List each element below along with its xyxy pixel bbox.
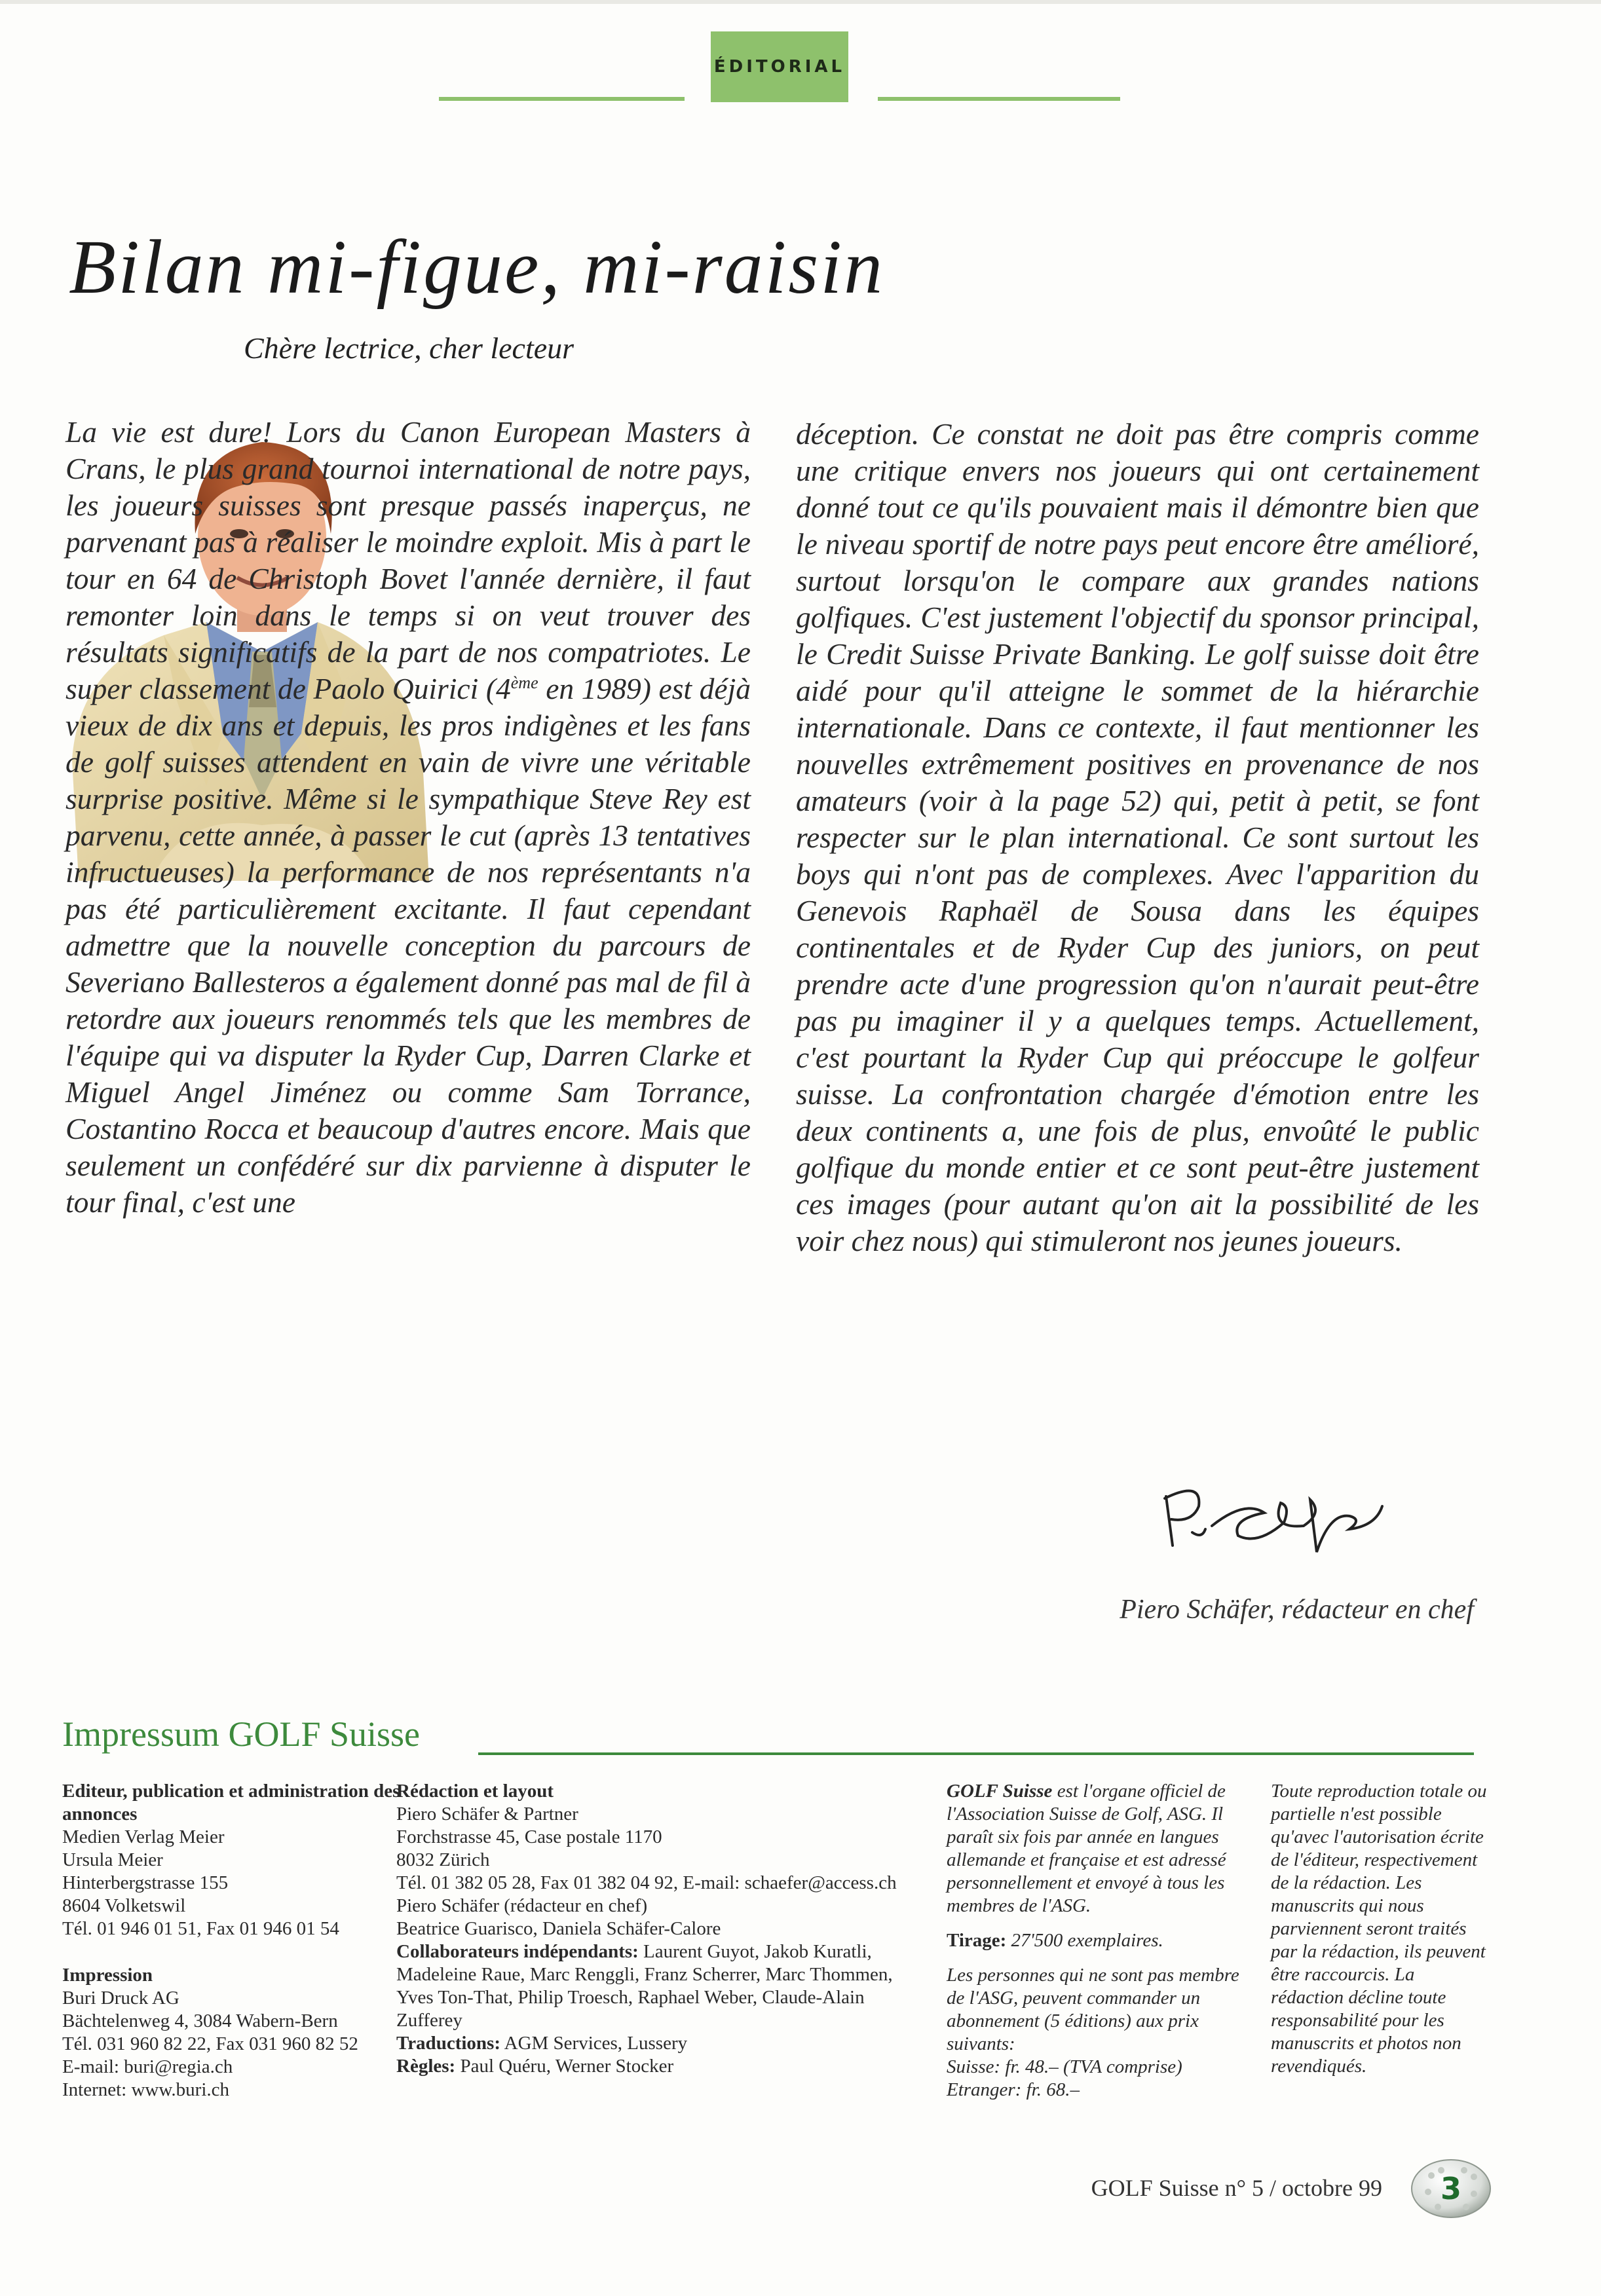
section-tag-editorial: ÉDITORIAL [711,31,848,102]
golf-ball-icon [1408,2156,1494,2221]
publisher-line: Tél. 01 946 01 51, Fax 01 946 01 54 [62,1918,339,1939]
rules-value: Paul Quéru, Werner Stocker [455,2056,674,2077]
article-title: Bilan mi-figue, mi-raisin [69,224,885,310]
collaborators [396,1940,920,2032]
page-number: 3 [1440,2171,1462,2206]
editorial-line: Forchstrasse 45, Case postale 1170 [396,1826,662,1847]
rights-text: Toute reproduction totale ou partielle n'est possible qu'avec l'autorisation écrite de l'éditeur, respectivement de la rédaction. Les manuscrits qui nous parviennent seront traités par la rédaction, ils peuvent être raccourcis. La rédaction décline toute responsabilité pour les manuscrits et photos non revendiqués. [1271,1781,1487,2077]
collaborators-label: Collaborateurs indépendants: [396,1941,639,1962]
tirage-label: Tirage: [947,1930,1007,1951]
article-paragraph-left [66,414,751,1221]
issue-footer: GOLF Suisse n° 5 / octobre 99 [1091,2175,1382,2201]
translations [396,2032,920,2055]
publisher-line: Ursula Meier [62,1849,163,1870]
print-line: Internet: www.buri.ch [62,2079,230,2100]
impressum-title: Impressum GOLF Suisse [62,1714,421,1754]
superscript-eme: ème [510,673,538,692]
print-line: E-mail: buri@regia.ch [62,2056,233,2077]
article-column-left [66,414,751,1221]
editorial-line: Beatrice Guarisco, Daniela Schäfer-Calore [396,1918,721,1939]
editorial-line: Piero Schäfer (rédacteur en chef) [396,1895,648,1916]
print-heading: Impression [62,1965,153,1986]
tirage-value: 27'500 exemplaires. [1006,1930,1163,1951]
section-rule-left [439,97,685,101]
signer-name: Piero Schäfer, rédacteur en chef [1120,1595,1474,1625]
publisher-heading: Editeur, publication et administration des annonces [62,1781,400,1824]
collaborators-names: Laurent Guyot, Jakob Kuratli, Madeleine Raue, Marc Renggli, Franz Scherrer, Marc Thommen, Yves Ton-That, Philip Troesch, Raphael Weber, Claude-Alain Zufferey [396,1941,893,2031]
print-line: Bächtelenweg 4, 3084 Wabern-Bern [62,2010,338,2031]
article-column-right [796,416,1479,1259]
about-brand: GOLF Suisse [947,1781,1053,1802]
price-abroad: Etranger: fr. 68.– [947,2079,1080,2100]
editorial-line: 8032 Zürich [396,1849,490,1870]
section-rule-right [878,97,1120,101]
editorial-heading: Rédaction et layout [396,1781,554,1802]
article-text-left-a: La vie est dure! Lors du Canon European Masters à Crans, le plus grand tournoi international de notre pays, les joueurs suisses sont presque passés inaperçus, ne parvenant pas à réaliser le moindre exploit. Mis à part le tour en 64 de Christoph Bovet l'année dernière, il faut remonter loin dans le temps si on veut trouver des résultats significatifs de la part de nos compatriotes. Le super classement de Paolo Quirici (4 [66,415,751,705]
subscription-text: Les personnes qui ne sont pas membre de l'ASG, peuvent commander un abonnement (5 éditions) aux prix suivants: [947,1965,1239,2054]
impressum-column-rights [1271,1780,1487,2078]
article-paragraph-right: déception. Ce constat ne doit pas être compris comme une critique envers nos joueurs qui ont certainement donné tout ce qu'ils pouvaient mais il démontre bien que le niveau sportif de notre pays peut encore être amélioré, surtout lorsqu'on le compare aux grandes nations golfiques. C'est justement l'objectif du sponsor principal, le Credit Suisse Private Banking. Le golf suisse doit être aidé pour qu'il atteigne le sommet de la hiérarchie internationale. Dans ce contexte, il faut mentionner les nouvelles extrêmement positives en provenance de nos amateurs (voir à la page 52) qui, petit à petit, se font respecter sur le plan international. Ce sont surtout les boys qui n'ont pas de complexes. Avec l'apparition du Genevois Raphaël de Sousa dans les équipes continentales et de Ryder Cup des juniors, on peut prendre acte d'une progression qu'on n'aurait peut-être pas pu imaginer il y a quelques temps. Actuellement, c'est pourtant la Ryder Cup qui préoccupe le golfeur suisse. La confrontation chargée d'émotion entre les deux continents a, une fois de plus, envoûté le public golfique du monde entier et ce sont peut-être justement ces images (pour autant qu'on ait la possibilité de les voir chez nous) qui stimuleront nos jeunes joueurs. [796,417,1479,1257]
publisher-line: Hinterbergstrasse 155 [62,1872,229,1893]
tirage [947,1929,1241,1952]
rules [396,2055,920,2078]
editorial-line: Piero Schäfer & Partner [396,1804,578,1824]
impressum-rule [478,1752,1474,1755]
about-intro [947,1780,1241,1917]
impressum-column-about [947,1780,1241,2102]
impressum-column-editorial [396,1780,920,2078]
translations-value: AGM Services, Lussery [500,2033,688,2054]
publisher-line: 8604 Volketswil [62,1895,186,1916]
article-text-left-b: en 1989) est déjà vieux de dix ans et depuis, les pros indigènes et les fans de golf suisses attendent en vain de vivre une véritable surprise positive. Même si le sympathique Steve Rey est parvenu, cette année, à passer le cut (après 13 tentatives infructueuses) la performance de nos représentants n'a pas été particulièrement excitante. Il faut cependant admettre que la nouvelle conception du parcours de Severiano Ballesteros a également donné pas mal de fil à retordre aux joueurs renommés tels que les membres de l'équipe qui va disputer la Ryder Cup, Darren Clarke et Miguel Angel Jiménez ou comme Sam Torrance, Costantino Rocca et beaucoup d'autres encore. Mais que seulement un confédéré sur dix parvienne à disputer le tour final, c'est une [66,672,751,1219]
price-switzerland: Suisse: fr. 48.– (TVA comprise) [947,2056,1182,2077]
impressum-column-publisher [62,1780,403,2102]
rules-label: Règles: [396,2056,456,2077]
editorial-line: Tél. 01 382 05 28, Fax 01 382 04 92, E-mail: schaefer@access.ch [396,1872,897,1893]
top-edge-line [0,0,1601,4]
print-line: Buri Druck AG [62,1988,179,2009]
publisher-line: Medien Verlag Meier [62,1826,225,1847]
print-line: Tél. 031 960 82 22, Fax 031 960 82 52 [62,2033,358,2054]
about-intro-text: est l'organe officiel de l'Association Suisse de Golf, ASG. Il paraît six fois par année en langues allemande et française et est adressé personnellement et envoyé à tous les membres de l'ASG. [947,1781,1226,1916]
translations-label: Traductions: [396,2033,500,2054]
article-salutation: Chère lectrice, cher lecteur [244,331,574,365]
signature-image [1153,1467,1389,1559]
